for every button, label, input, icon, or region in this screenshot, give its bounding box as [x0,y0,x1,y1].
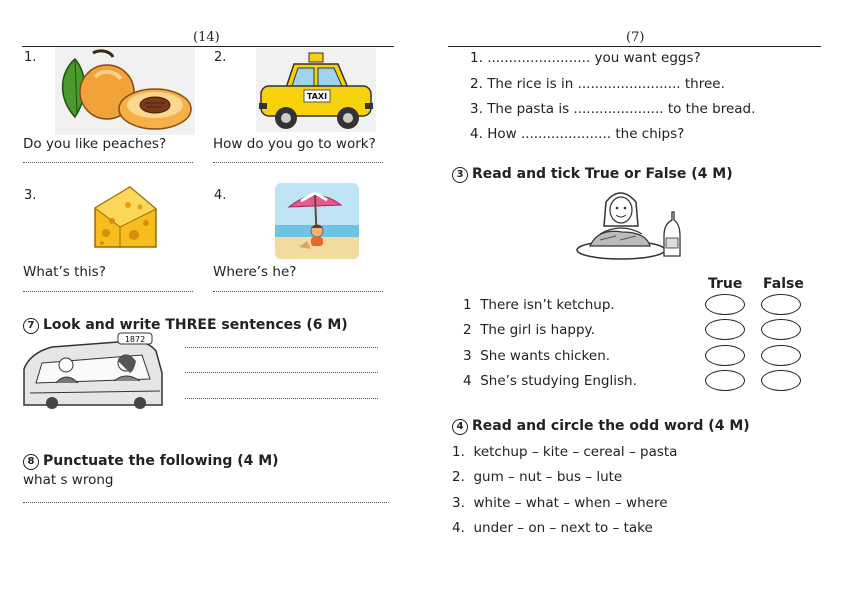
statement-2: 2 The girl is happy. [463,322,595,338]
true-oval-3[interactable] [705,345,745,366]
statement-4: 4 She’s studying English. [463,373,637,389]
answer-line-1[interactable] [23,162,193,163]
false-oval-2[interactable] [761,319,801,340]
sentence-line-3[interactable] [185,398,378,399]
statement-1: 1 There isn’t ketchup. [463,297,615,313]
punctuate-answer-line[interactable] [23,502,389,503]
section-7-number: 7 [23,318,39,334]
statement-3: 3 She wants chicken. [463,348,611,364]
fill-in-blank[interactable]: ..................... [573,101,664,117]
car-sign-text: 1872 [124,335,146,344]
beach-boy-icon [275,183,359,259]
fill-in-1: 1. ........................ you want eggs? [470,50,701,66]
car-passengers-icon [22,333,164,407]
answer-line-2[interactable] [213,162,383,163]
fill-in-3: 3. The pasta is ..................... to the bread. [470,101,756,117]
section-4-heading [452,418,750,435]
fill-in-blank[interactable]: ........................ [487,50,591,66]
fill-in-blank[interactable]: ..................... [520,126,612,142]
picture-1-number: 1. [24,50,37,65]
false-oval-4[interactable] [761,370,801,391]
section-4-title: Read and circle the odd word (4 M) [472,418,750,434]
fill-in-2: 2. The rice is in ........................ three. [470,76,725,92]
section-8-heading [23,453,279,470]
section-3-title: Read and tick True or False (4 M) [472,166,733,182]
fill-in-4: 4. How ..................... the chips? [470,126,685,142]
left-page-number: (14) [193,30,220,45]
question-3: What’s this? [23,264,106,280]
section-8-number: 8 [23,454,39,470]
answer-line-4[interactable] [213,291,383,292]
true-column-label: True [708,276,743,292]
false-oval-3[interactable] [761,345,801,366]
peach-icon [55,47,195,135]
section-7-heading [23,317,348,334]
taxi-sign-text: TAXI [306,92,328,101]
true-oval-4[interactable] [705,370,745,391]
punctuate-sentence: what s wrong [23,472,114,488]
section-8-title: Punctuate the following (4 M) [43,453,279,469]
fill-in-blank[interactable]: ........................ [577,76,681,92]
section-4-number: 4 [452,419,468,435]
true-oval-1[interactable] [705,294,745,315]
odd-word-item-1[interactable]: 1. ketchup – kite – cereal – pasta [452,444,678,460]
question-2: How do you go to work? [213,136,376,152]
question-4: Where’s he? [213,264,297,280]
false-column-label: False [763,276,804,292]
picture-2-number: 2. [214,50,227,65]
cheese-icon [90,183,160,253]
false-oval-1[interactable] [761,294,801,315]
odd-word-item-3[interactable]: 3. white – what – when – where [452,495,668,511]
right-header-rule [448,46,821,47]
section-3-heading [452,166,733,183]
question-1: Do you like peaches? [23,136,167,152]
girl-chicken-ketchup-icon [576,186,696,266]
section-7-title: Look and write THREE sentences (6 M) [43,317,348,333]
odd-word-item-4[interactable]: 4. under – on – next to – take [452,520,653,536]
sentence-line-1[interactable] [185,347,378,348]
taxi-icon [256,48,376,132]
true-oval-2[interactable] [705,319,745,340]
right-page-number: (7) [626,30,645,45]
odd-word-item-2[interactable]: 2. gum – nut – bus – lute [452,469,623,485]
section-3-number: 3 [452,167,468,183]
picture-4-number: 4. [214,188,227,203]
answer-line-3[interactable] [23,291,193,292]
picture-3-number: 3. [24,188,37,203]
sentence-line-2[interactable] [185,372,378,373]
